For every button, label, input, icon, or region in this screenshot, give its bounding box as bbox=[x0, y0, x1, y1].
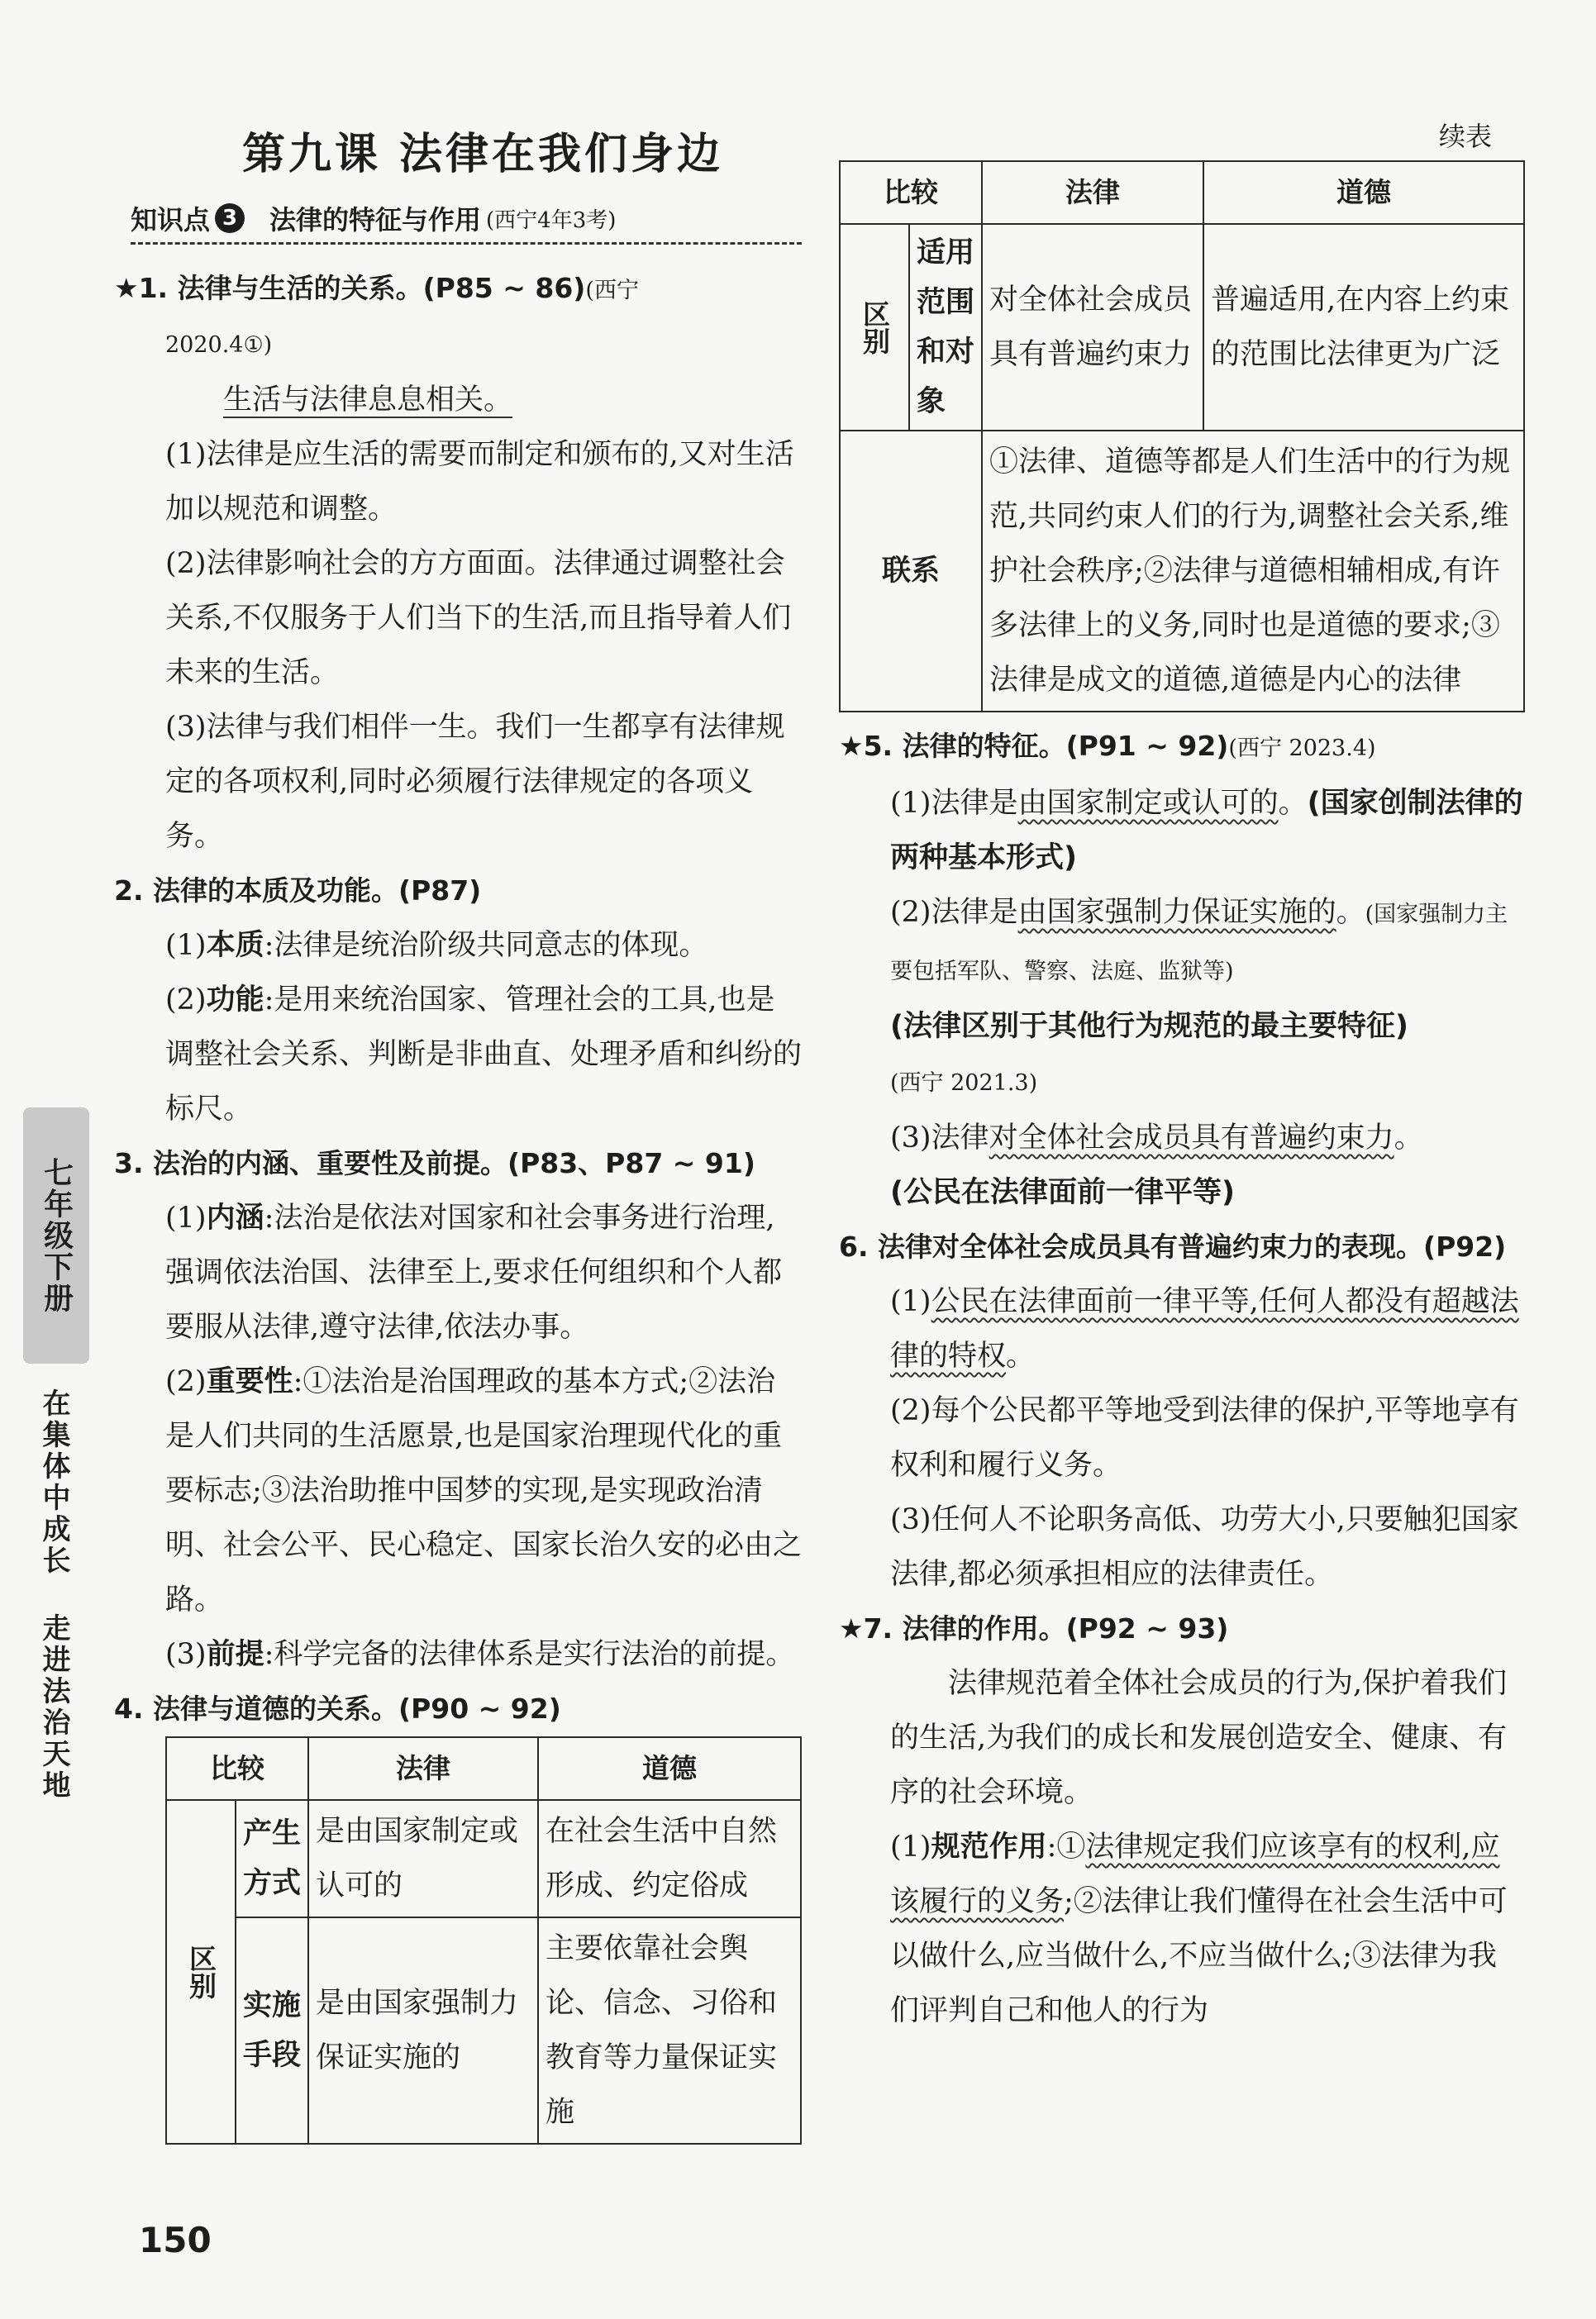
item-1-heading: ★1. 法律与生活的关系。(P85 ~ 86)(西宁 bbox=[114, 272, 639, 304]
page-number: 150 bbox=[139, 2220, 212, 2260]
law-moral-table-continued bbox=[839, 160, 1525, 712]
table-group-label: 区别 bbox=[185, 1945, 217, 1999]
item-3 bbox=[114, 1136, 802, 1682]
table-row bbox=[166, 1917, 801, 2144]
item-2-heading: 2. 法律的本质及功能。(P87) bbox=[114, 874, 482, 907]
table-header-law: 法律 bbox=[308, 1737, 538, 1800]
table-cell-law: 是由国家制定或认可的 bbox=[308, 1800, 538, 1917]
item-6-para-2: (2)每个公民都平等地受到法律的保护,平等地享有权利和履行义务。 bbox=[890, 1394, 1519, 1482]
item-7-heading: ★7. 法律的作用。(P92 ~ 93) bbox=[839, 1612, 1229, 1645]
law-moral-table-wrap bbox=[114, 1736, 802, 2145]
item-7 bbox=[839, 1602, 1525, 2038]
table-row bbox=[840, 224, 1524, 431]
table-cell-law: 是由国家强制力保证实施的 bbox=[308, 1917, 538, 2144]
item-6-para-1: (1)公民在法律面前一律平等,任何人都没有超越法律的特权。 bbox=[890, 1285, 1519, 1373]
item-4-heading: 4. 法律与道德的关系。(P90 ~ 92) bbox=[114, 1693, 561, 1725]
table-cell-moral: 普遍适用,在内容上约束的范围比法律更为广泛 bbox=[1203, 224, 1524, 431]
knowledge-point-title: 法律的特征与作用 bbox=[269, 204, 482, 236]
item-3-heading: 3. 法治的内涵、重要性及前提。(P83、P87 ~ 91) bbox=[114, 1147, 755, 1179]
item-1-note: (西宁 bbox=[585, 278, 639, 303]
item-5-note: (西宁 2023.4) bbox=[1228, 736, 1376, 761]
table-header-compare: 比较 bbox=[840, 161, 982, 224]
item-7-para-1: (1)规范作用:①法律规定我们应该享有的权利,应该履行的义务;②法律让我们懂得在社会生活中可以做什么,应当做什么,不应当做什么;③法律为我们评判自己和他人的行为 bbox=[890, 1831, 1508, 2027]
item-5-para-1: (1)法律是由国家制定或认可的。(国家创制法律的两种基本形式) bbox=[890, 787, 1523, 874]
table-header-law: 法律 bbox=[982, 161, 1203, 224]
table-header-row bbox=[840, 161, 1524, 224]
item-1 bbox=[114, 261, 802, 864]
knowledge-point-header bbox=[131, 199, 802, 245]
item-3-para-3: (3)前提:科学完备的法律体系是实行法治的前提。 bbox=[165, 1638, 795, 1671]
item-2 bbox=[114, 864, 802, 1136]
item-6-para-3: (3)任何人不论职务高低、功劳大小,只要触犯国家法律,都必须承担相应的法律责任。 bbox=[890, 1503, 1519, 1591]
item-2-para-1: (1)本质:法律是统治阶级共同意志的体现。 bbox=[165, 929, 708, 962]
table-header-compare: 比较 bbox=[166, 1737, 308, 1800]
table-header-moral: 道德 bbox=[538, 1737, 801, 1800]
item-5-para-2: (2)法律是由国家强制力保证实施的。(国家强制力主要包括军队、警察、法庭、监狱等) (法律区别于其他行为规范的最主要特征) (西宁 2021.3) bbox=[890, 896, 1508, 1096]
table-cell-moral: 主要依靠社会舆论、信念、习俗和教育等力量保证实施 bbox=[538, 1917, 801, 2144]
item-6 bbox=[839, 1220, 1525, 1602]
table-row-label: 实施手段 bbox=[236, 1917, 308, 2144]
item-1-para-3: (3)法律与我们相伴一生。我们一生都享有法律规定的各项权利,同时必须履行法律规定的各项义务。 bbox=[165, 711, 785, 853]
table-group-label: 区别 bbox=[859, 300, 891, 355]
knowledge-point-note: (西宁4年3考) bbox=[486, 207, 617, 233]
table-row-label: 产生方式 bbox=[236, 1800, 308, 1917]
table-header-moral: 道德 bbox=[1203, 161, 1524, 224]
grade-side-tab-label: 七年级下册 bbox=[39, 1157, 74, 1314]
table-link-label: 联系 bbox=[840, 431, 982, 712]
knowledge-point-number: 3 bbox=[215, 203, 245, 233]
table-group-cell bbox=[166, 1800, 236, 2144]
unit-side-text: 在集体中成长 走进法治天地 bbox=[37, 1388, 70, 1802]
item-1-para-1: (1)法律是应生活的需要而制定和颁布的,又对生活加以规范和调整。 bbox=[165, 438, 794, 526]
item-5-para-3: (3)法律对全体社会成员具有普遍约束力。 (公民在法律面前一律平等) bbox=[890, 1121, 1423, 1209]
knowledge-point-label: 知识点 bbox=[131, 204, 211, 236]
item-4 bbox=[114, 1682, 802, 2145]
item-3-para-2: (2)重要性:①法治是治国理政的基本方式;②法治是人们共同的生活愿景,也是国家治理现代化的重要标志;③法治助推中国梦的实现,是实现政治清明、社会公平、民心稳定、国家长治久安的必由之路。 bbox=[165, 1365, 803, 1617]
item-5 bbox=[839, 719, 1525, 1220]
table-header-row bbox=[166, 1737, 801, 1800]
grade-side-tab bbox=[23, 1107, 89, 1364]
item-6-heading: 6. 法律对全体社会成员具有普遍约束力的表现。(P92) bbox=[839, 1231, 1507, 1263]
page-title: 第九课 法律在我们身边 bbox=[241, 130, 724, 179]
table-row-label: 适用范围和对象 bbox=[909, 224, 982, 431]
table-cell-moral: 在社会生活中自然形成、约定俗成 bbox=[538, 1800, 801, 1917]
item-2-para-2: (2)功能:是用来统治国家、管理社会的工具,也是调整社会关系、判断是非曲直、处理矛盾和纠纷的标尺。 bbox=[165, 983, 803, 1126]
item-3-para-1: (1)内涵:法治是依法对国家和社会事务进行治理,强调依法治国、法律至上,要求任何组织和个人都要服从法律,遵守法律,依法办事。 bbox=[165, 1202, 783, 1344]
right-column bbox=[839, 116, 1525, 2038]
left-column bbox=[114, 116, 802, 2145]
table-cell-law: 对全体社会成员具有普遍约束力 bbox=[982, 224, 1203, 431]
table-link-cell: ①法律、道德等都是人们生活中的行为规范,共同约束人们的行为,调整社会关系,维护社会秩序;②法律与道德相辅相成,有许多法律上的义务,同时也是道德的要求;③法律是成文的道德,道德是内心的法律 bbox=[982, 431, 1524, 712]
item-7-lead: 法律规范着全体社会成员的行为,保护着我们的生活,为我们的成长和发展创造安全、健康、有序的社会环境。 bbox=[890, 1667, 1508, 1809]
item-5-heading: ★5. 法律的特征。(P91 ~ 92)(西宁 2023.4) bbox=[839, 730, 1376, 762]
item-1-note-cont: 2020.4①) bbox=[165, 332, 273, 358]
law-moral-table bbox=[165, 1736, 802, 2145]
table-group-cell bbox=[840, 224, 909, 431]
table-row bbox=[166, 1800, 801, 1917]
table-row bbox=[840, 431, 1524, 712]
item-1-para-2: (2)法律影响社会的方方面面。法律通过调整社会关系,不仅服务于人们当下的生活,而且指导着人们未来的生活。 bbox=[165, 547, 792, 689]
item-1-lead: 生活与法律息息相关。 bbox=[223, 383, 513, 417]
continued-label: 续表 bbox=[1438, 121, 1492, 152]
